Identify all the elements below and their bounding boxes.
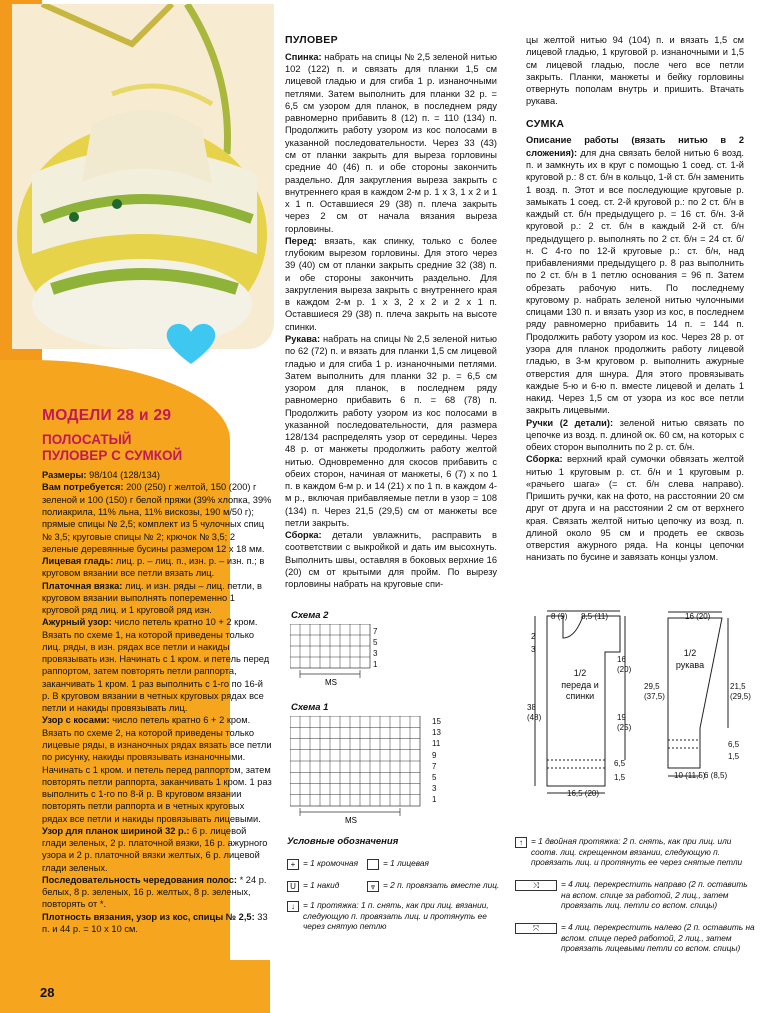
row-number: 5	[432, 773, 437, 783]
row-number: 7	[373, 627, 378, 636]
row-number: 13	[432, 728, 441, 738]
dim-label: 8 (9)	[551, 612, 568, 621]
left-column	[42, 406, 272, 935]
double-skp-icon: ↑	[515, 837, 527, 848]
row-number: 3	[432, 784, 437, 794]
stripe-sequence-para: Последовательность чередования полос: * 24 р. белых, 8 р. зеленых, 16 р. желтых, 8 р. зеленых, повторять от *.	[42, 874, 267, 910]
dim-label: 21,5 (29,5)	[730, 682, 751, 702]
assembly-para: Сборка: детали увлажнить, расправить в соответствии с выкройкой и дать им высохнуть. Выполнить швы, оставляя в боковых верхние 16 (20) см от крытыми для пройм. По вырезу горловины набрать на круговые спи-	[285, 530, 497, 590]
page-number: 28	[40, 985, 55, 1000]
scheme1-chart	[290, 716, 430, 824]
dim-label: 1,5	[728, 752, 740, 761]
bag-heading: СУМКА	[526, 117, 565, 130]
heart-icon	[164, 322, 218, 366]
row-number: 7	[432, 761, 437, 771]
row-number: 5	[373, 638, 378, 647]
stitch-cables-para: Узор с косами: число петель кратно 6 + 2 кром. Вязать по схеме 2, на которой приведены только лицевые ряды, в изнаночных рядах вязать все петли по рисунку, накиды провязывать изнаночными. Начинать с 1 кром. и петель перед раппортом, затем повторять петли раппорта, заканчивать 1 кром. 1 раз выполнить с 1-го по 8-й р. В круговом вязании повторять петли раппорта и в четных круговых рядах все петли и накиды провязывать лицевыми.	[42, 715, 272, 824]
dim-label: 6,5	[614, 759, 626, 768]
dim-label: 1,5	[614, 773, 626, 782]
legend-item-edge: + = 1 кромочная	[287, 858, 377, 870]
dim-label: 8,5 (11)	[581, 612, 608, 621]
yarnover-icon: U	[287, 881, 299, 892]
scheme1-rapport: MS	[345, 816, 357, 824]
legend-item-cross-right: ⤨ = 4 лиц. перекрестить направо (2 п. оставить на вспом. спице за работой, 2 лиц., затем провязать лиц. петли со вспом. спицы)	[515, 879, 755, 911]
row-number: 15	[432, 717, 441, 726]
edge-stitch-icon: +	[287, 859, 299, 870]
cross-right-icon: ⤨	[515, 880, 557, 891]
row-number: 11	[432, 739, 441, 749]
dim-label: 16 (20)	[617, 655, 632, 675]
knit-stitch-icon	[367, 859, 379, 870]
scheme1-row-numbers	[432, 716, 441, 806]
dim-label: 10 (11,5)	[674, 771, 706, 780]
legend-item-double-skp: ↑ = 1 двойная протяжка: 2 п. снять, как при лиц. или соотв. лиц. скрещенном вязании, следующую п. провязать лиц. и протянуть ее через снятые петли	[515, 836, 755, 868]
row-number: 3	[373, 649, 378, 658]
yarn-para: Вам потребуется: 200 (250) г желтой, 150 (200) г зеленой и 100 (150) г белой пряжи (39% хлопка, 39% полиакрила, 11% льна, 11% вискозы, 190 м/50 г); прямые спицы № 2,5; комплект из 5 чулочных спиц № 3,5; круговые спицы № 2; крючок № 3,5; 2 зеленые деревянные бусины размером 12 х 18 мм.	[42, 482, 272, 554]
k2tog-icon: ⩔	[367, 881, 379, 892]
dim-label: 6,5	[728, 740, 740, 749]
stitch-lace-para: Ажурный узор: число петель кратно 10 + 2 кром. Вязать по схеме 1, на которой приведены только лиц. ряды, в изн. рядах все петли и накиды провязывать изн. Начинать с 1 кром. и петель перед раппортом, затем повторять петли раппорта, заканчивать 1 кром. 1 раз выполнить с 1-го по 16-й р. В круговом вязании в четных круговых рядах все петли и накиды провязывать лиц.	[42, 617, 270, 714]
front-back-label: 1/2 переда и спинки	[561, 668, 599, 702]
legend-title: Условные обозначения	[287, 836, 399, 847]
bag-photo	[12, 4, 274, 349]
dim-label: 29,5 (37,5)	[644, 682, 665, 702]
legend-item-skp: ↓ = 1 протяжка: 1 п. снять, как при лиц. вязании, следующую п. провязать лиц. и протянуть ее через снятую петлю	[287, 900, 507, 932]
dim-label: 2	[531, 632, 536, 641]
handles-para: Ручки (2 детали): зеленой нитью связать по цепочке из возд. п. длиной ок. 60 см, на которых с обеих сторон выполнить по 2 р. ст. б/н.	[526, 417, 744, 453]
pullover-heading: ПУЛОВЕР	[285, 34, 338, 46]
bag-assembly-para: Сборка: верхний край сумочки обвязать желтой нитью 1 круговым р. ст. б/н и 1 круговым р. «рачьего шага» (= ст. б/н слева направо). Пришить ручки, как на фото, на расстоянии 20 см друг от друга и на расстоянии 2 см от верхнего края. Связать желтой нитью цепочку из возд. п. длиной около 95 см и продеть ее сквозь отверстия ажурного ряда. На концы цепочки нанизать по бусине и завязать концы узлом.	[526, 454, 744, 563]
scheme2-row-numbers	[373, 626, 377, 670]
right-column	[526, 34, 744, 564]
row-number: 1	[432, 795, 437, 805]
row-number: 1	[373, 660, 378, 669]
scheme2-rapport: MS	[325, 678, 337, 686]
dim-label: 6 (8,5)	[704, 771, 728, 780]
dim-label: 16 (20)	[685, 612, 711, 621]
stitch-stockinette-para: Лицевая гладь: лиц. р. – лиц. п., изн. р. – изн. п.; в круговом вязании все петли вязать лиц.	[42, 556, 265, 579]
dim-label: 38 (48)	[527, 703, 542, 723]
sleeves-para: Рукава: набрать на спицы № 2,5 зеленой нитью по 62 (72) п. и вязать для планки 1,5 см лицевой гладью и для сгиба 1 р. изнаночными петлями. Затем выполнить для планки 32 р. = 6,5 см узором для планок, в последнем ряду равномерно прибавить 6 п. = 68 (78) п. Продолжить работу узором из кос полосами в указанной последовательности, для размера 128/134 распределять узор от середины. Через 48 р. от манжеты продолжить работу желтой нитью. Одновременно для скосов прибавить с обеих сторон, начиная от манжеты, 6 (7) х по 1 п. в каждом 6-м р. и 14 (21) х по 1 п. в каждом 4-м р., включая прибавляемые петли в узор = 108 (134) п. Через 21,5 (29,5) см от манжеты все петли закрыть.	[285, 333, 497, 528]
row-number: 9	[432, 750, 437, 760]
front-para: Перед: вязать, как спинку, только с более глубоким вырезом горловины. Для этого через 39 (40) см от планки закрыть средние 32 (38) п. и обе стороны закончить раздельно. Для закругления выреза закрыть с внутреннего края в каждом 2-м р. 1 х 3, 2 х 2 и 2 х 1 п. Оставшиеся 29 (38) п. плеча закрыть на высоте спинки.	[285, 235, 497, 332]
sizes-para: Размеры: 98/104 (128/134)	[42, 470, 160, 481]
skp-icon: ↓	[287, 901, 299, 912]
scheme2-title: Схема 2	[291, 610, 329, 621]
scheme1-title: Схема 1	[291, 702, 329, 713]
sleeve-label: 1/2 рукава	[675, 648, 705, 670]
legend-item-yarnover: U = 1 накид	[287, 880, 367, 892]
legend-item-cross-left: ⤧ = 4 лиц. перекрестить налево (2 п. оставить на вспом. спице перед работой, 2 лиц., затем провязать лицевыми петли со вспом. спицы)	[515, 922, 755, 954]
sleeve-schematic	[660, 608, 760, 798]
dim-label: 19 (25)	[617, 713, 632, 733]
middle-column	[285, 34, 497, 591]
subtitle-heading: ПОЛОСАТЫЙ ПУЛОВЕР С СУМКОЙ	[42, 432, 183, 463]
gauge-para: Плотность вязания, узор из кос, спицы № 2,5: 33 п. и 44 р. = 10 х 10 см.	[42, 911, 268, 934]
legend-item-k2tog: ⩔ = 2 п. провязать вместе лиц.	[367, 880, 507, 892]
neckband-para: цы желтой нитью 94 (104) п. и вязать 1,5 см лицевой гладью, 1 круговой р. изнаночными и 1,5 см лицевой гладью, после чего все петли закрыть. Планки, манжеты и бейку горловины отвернуть пополам внутрь и пришить. Втачать рукава.	[526, 35, 744, 107]
bag-work-para: Описание работы (вязать нитью в 2 сложения): для дна связать белой нитью 6 возд. п. и замкнуть их в круг с помощью 1 соед. ст. 1-й круговой р.: 8 ст. б/н в кольцо, 1-й ст. б/н заменить 1 возд. п. Этот и все последующие круговые р. замыкать 1 соед. ст. 2-й круговой р.: по 2 ст. б/н в каждый ст. б/н предыдущего р. = 16 ст. б/н. 3-й круговой р.: 2 ст. б/н в каждый 2-й ст. б/н предыдущего р. выполнять по 2 ст. б/н = 24 ст. б/н. С 4-го по 12-й круговые р.: ст. б/н, над прибавлениями предыдущего р. 8 раз выполнить по 2 ст. б/н в 1 петлю основания = 96 п. Затем обрезать рабочую нить. По последнему круговому р. набрать зеленой нитью чулочными спицами 130 п. и вязать узор из кос, в последнем ряду равномерно прибавить 14 п. = 144 п. Продолжить работу узором из кос. Через 28 р. от узора для планок продолжить работу лицевой гладью, в 3-м круговом р. выполнить ажурные отверстия для шнура. Для этого провязывать каждые 5-ю и 6-ю п. вместе лицевой и делать 1 накид. Через 1,5 см от узора из кос все петли закрыть лицевыми.	[526, 135, 744, 416]
dim-label: 16,5 (20)	[567, 789, 600, 798]
models-heading: МОДЕЛИ 28 и 29	[42, 407, 172, 424]
cross-left-icon: ⤧	[515, 923, 557, 934]
legend-item-knit: = 1 лицевая	[367, 858, 487, 870]
stitch-garter-para: Платочная вязка: лиц. и изн. ряды – лиц. петли, в круговом вязании выполнять попеременно 1 круговой ряд лиц. и 1 круговой ряд изн.	[42, 580, 262, 616]
dim-label: 3	[531, 645, 536, 654]
stitch-bands-para: Узор для планок шириной 32 р.: 6 р. лицевой глади зеленых, 2 р. платочной вязки, 16 р. ажурного узора и 2 р. платочной вязки желтых, 6 р. лицевой глади зеленых.	[42, 825, 268, 873]
back-para: Спинка: набрать на спицы № 2,5 зеленой нитью 102 (122) п. и связать для планки 1,5 см лицевой гладью и для сгиба 1 р. изнаночными петлями. Затем выполнить для планки 32 р. = 6,5 см узором для планок, в последнем ряду равномерно прибавить 8 (12) п. = 110 (134) п. Продолжить работу узором из кос полосами в указанной последовательности. Через 33 (43) см от планки закрыть для выреза горловины средние 40 (46) п. и обе стороны закончить раздельно. Для закругления выреза закрыть с внутреннего края в каждом 2-м р. 1 х 3, 1 х 2 и 1 х 1 п. Оставшиеся 29 (38) п. плеча закрыть через 2 см от начала вязания выреза горловины.	[285, 51, 497, 234]
